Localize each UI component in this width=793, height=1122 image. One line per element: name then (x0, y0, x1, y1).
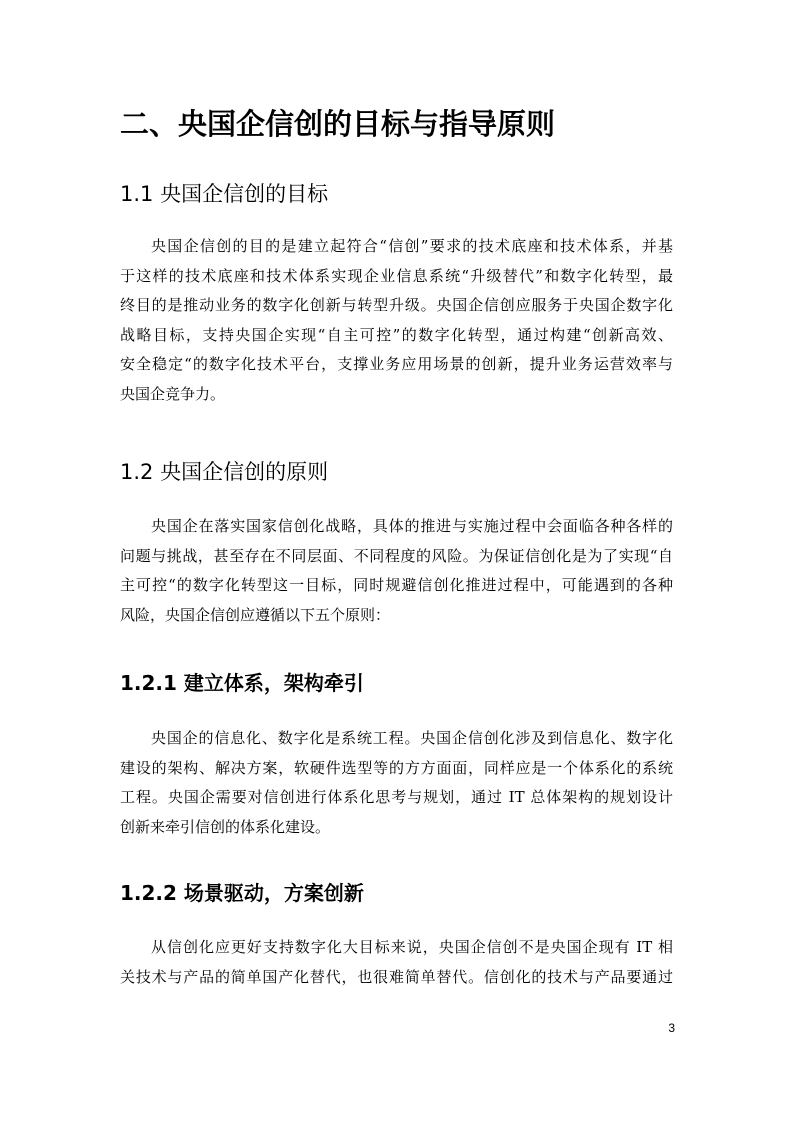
text-line: 从信创化应更好支持数字化大目标来说，央国企信创不是央国企现有 IT 相 (151, 938, 673, 956)
text-line: 于这样的技术底座和技术体系实现企业信息系统“升级替代”和数字化转型，最 (120, 266, 673, 285)
text-line: 央国企在落实国家信创化战略，具体的推进与实施过程中会面临各种各样的 (151, 517, 673, 535)
text-line: 问题与挑战，甚至存在不同层面、不同程度的风险。为保证信创化是为了实现“自 (120, 546, 673, 565)
text-line: 建设的架构、解决方案，软硬件选型等的方方面面，同样应是一个体系化的系统 (120, 758, 673, 777)
heading-1-2: 1.2 央国企信创的原则 (120, 460, 329, 484)
heading-1-2-1: 1.2.1 建立体系，架构牵引 (120, 671, 364, 695)
heading-1-1: 1.1 央国企信创的目标 (120, 182, 329, 206)
section-title: 二、央国企信创的目标与指导原则 (120, 107, 556, 141)
paragraph-1-2-1 (120, 724, 673, 842)
text-line: 央国企竞争力。 (120, 384, 226, 403)
text-line: 终目的是推动业务的数字化创新与转型升级。央国企信创应服务于央国企数字化 (120, 296, 673, 314)
text-line: 关技术与产品的简单国产化替代，也很难简单替代。信创化的技术与产品要通过 (120, 967, 673, 986)
paragraph-1-2 (120, 512, 673, 630)
text-line: 创新来牵引信创的体系化建设。 (120, 817, 331, 836)
text-line: 风险，央国企信创应遵循以下五个原则： (120, 605, 391, 624)
page-number: 3 (668, 1021, 675, 1035)
text-line: 工程。央国企需要对信创进行体系化思考与规划，通过 IT 总体架构的规划设计 (120, 788, 673, 806)
text-line: 战略目标，支持央国企实现“自主可控”的数字化转型，通过构建“创新高效、 (120, 325, 673, 344)
text-line: 安全稳定“的数字化技术平台，支撑业务应用场景的创新，提升业务运营效率与 (120, 355, 673, 373)
text-line: 央国企的信息化、数字化是系统工程。央国企信创化涉及到信息化、数字化 (151, 729, 673, 747)
paragraph-1-2-2 (120, 933, 673, 992)
text-line: 央国企信创的目的是建立起符合“信创”要求的技术底座和技术体系，并基 (151, 237, 673, 255)
text-line: 主可控“的数字化转型这一目标，同时规避信创化推进过程中，可能遇到的各种 (120, 576, 673, 594)
paragraph-1-1 (120, 232, 673, 409)
heading-1-2-2: 1.2.2 场景驱动，方案创新 (120, 881, 364, 905)
